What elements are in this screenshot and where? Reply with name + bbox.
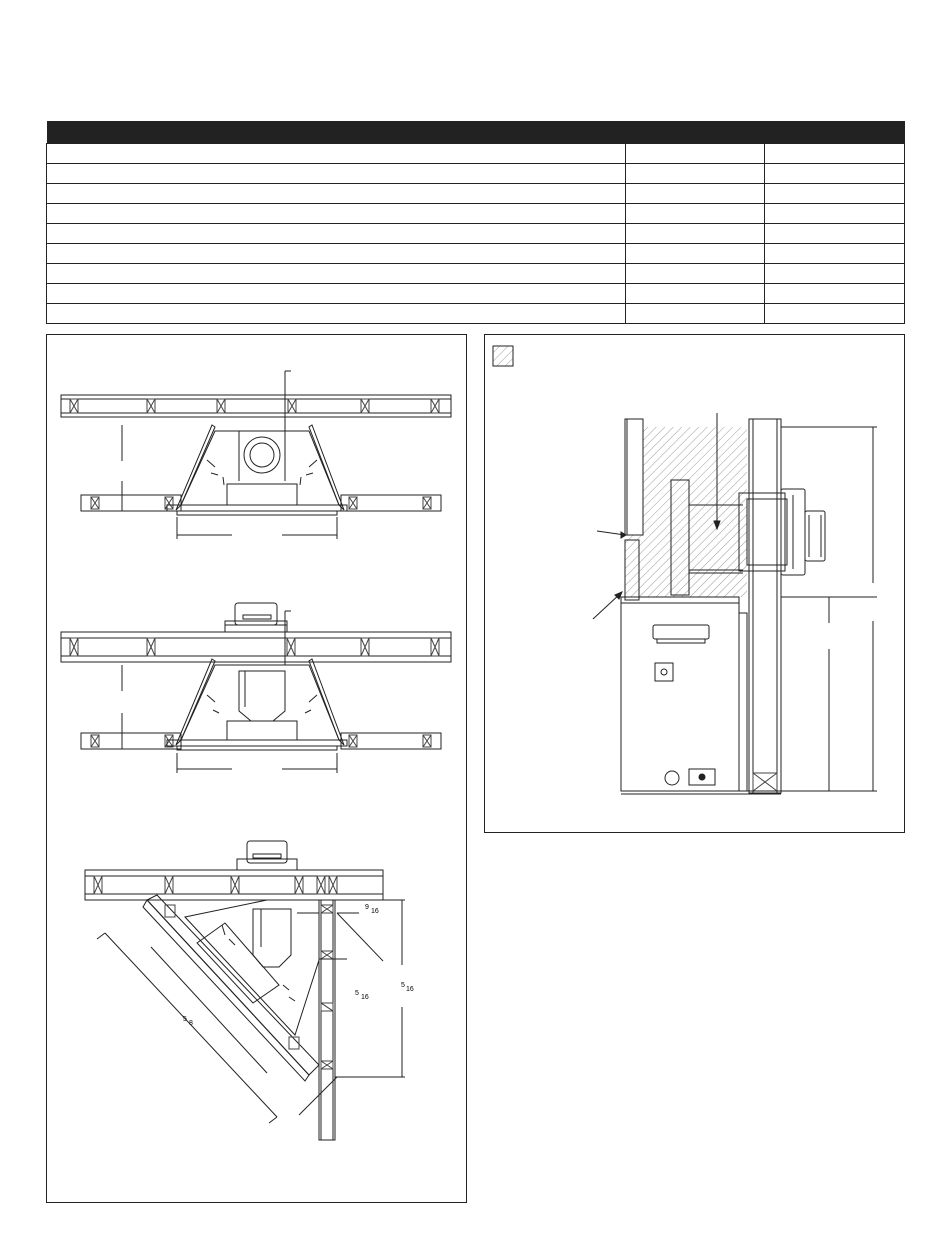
side-section-panel: [484, 334, 905, 833]
table-cell: [47, 284, 626, 304]
table-cell: [47, 264, 626, 284]
table-cell: [47, 304, 626, 324]
table-cell: [47, 144, 626, 164]
installation-views-panel: [46, 334, 467, 1203]
table-row: [47, 224, 905, 244]
dim-a-numerator: 9: [365, 904, 369, 911]
table-header-cell: [765, 121, 905, 144]
dim-c-denominator: 16: [406, 986, 414, 993]
table-cell: [765, 304, 905, 324]
table-header-cell: [626, 121, 765, 144]
table-cell: [47, 164, 626, 184]
table-cell: [765, 244, 905, 264]
installation-views-drawing: [47, 335, 466, 1202]
table-row: [47, 264, 905, 284]
table-cell: [626, 244, 765, 264]
table-row: [47, 204, 905, 224]
table-cell: [626, 304, 765, 324]
flat-wall-rear-vent-view: [61, 371, 451, 539]
table-header-row: [47, 121, 905, 144]
dim-d-numerator: 5: [183, 1016, 187, 1023]
table-cell: [765, 224, 905, 244]
table-header-cell: [47, 121, 626, 144]
table-cell: [626, 284, 765, 304]
table-row: [47, 164, 905, 184]
table-row: [47, 284, 905, 304]
table-cell: [765, 264, 905, 284]
table-cell: [47, 204, 626, 224]
dim-d-denominator: 8: [189, 1020, 193, 1027]
table-cell: [626, 224, 765, 244]
noncombustible-legend-swatch: [493, 346, 513, 366]
table-cell: [626, 264, 765, 284]
table-cell: [765, 184, 905, 204]
side-section: [593, 413, 877, 794]
table-row: [47, 244, 905, 264]
table-cell: [626, 164, 765, 184]
table-cell: [47, 224, 626, 244]
dim-b-numerator: 5: [355, 990, 359, 997]
table-cell: [765, 144, 905, 164]
flat-wall-top-vent-view: [61, 603, 451, 773]
table-cell: [47, 244, 626, 264]
table-cell: [765, 204, 905, 224]
dim-c-numerator: 5: [401, 982, 405, 989]
clearance-table: [46, 121, 905, 324]
table-cell: [626, 184, 765, 204]
table-cell: [765, 164, 905, 184]
side-section-drawing: [485, 335, 904, 832]
table-cell: [626, 204, 765, 224]
table-row: [47, 304, 905, 324]
dim-b-denominator: 16: [361, 994, 369, 1001]
table-cell: [626, 144, 765, 164]
table-row: [47, 144, 905, 164]
table-row: [47, 184, 905, 204]
table-cell: [765, 284, 905, 304]
dim-a-denominator: 16: [371, 908, 379, 915]
table-cell: [47, 184, 626, 204]
